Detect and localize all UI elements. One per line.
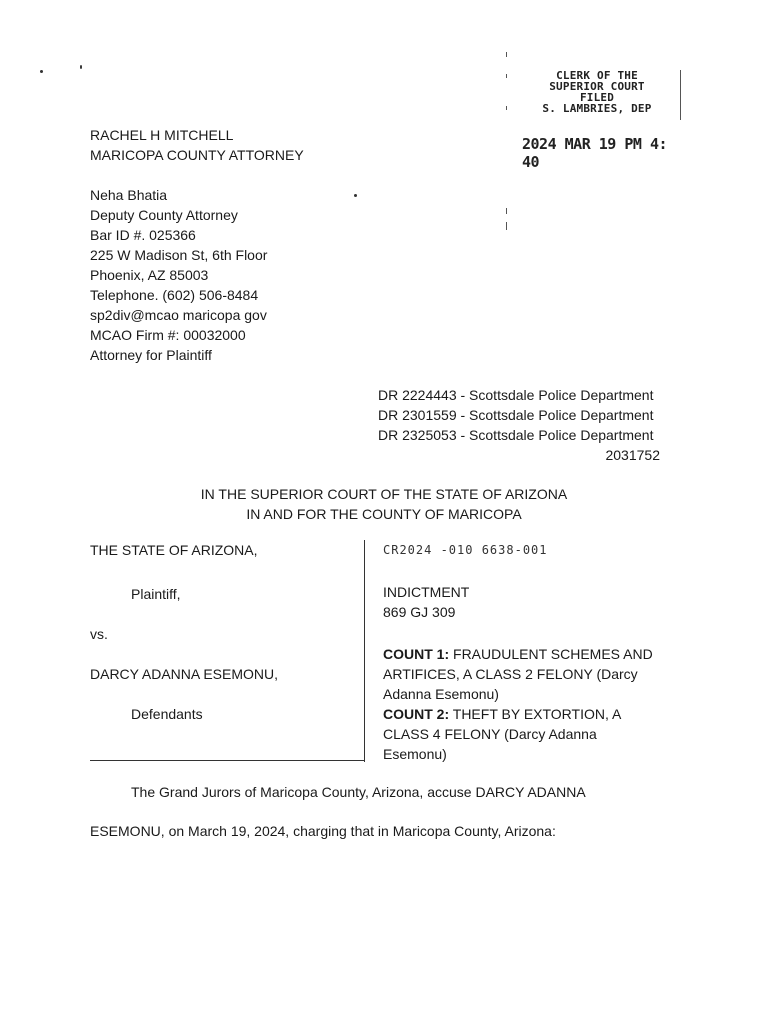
dr-number: DR 2301559 - Scottsdale Police Department (378, 407, 654, 423)
plaintiff-label: Plaintiff, (131, 586, 181, 602)
clerk-filing-stamp (538, 70, 656, 114)
court-heading (0, 484, 768, 524)
count-1-label: COUNT 1: (383, 646, 450, 662)
caption-divider-horizontal (90, 760, 365, 761)
scan-mark (506, 106, 507, 110)
dr-number: DR 2325053 - Scottsdale Police Department (378, 427, 654, 443)
stamp-line: S. LAMBRIES, DEP (542, 102, 652, 115)
scan-mark (506, 208, 507, 214)
county-attorney-office: MARICOPA COUNTY ATTORNEY (90, 147, 304, 163)
address-line-1: 225 W Madison St, 6th Floor (90, 247, 268, 263)
deputy-name: Neha Bhatia (90, 187, 168, 203)
firm-number: MCAO Firm #: 00032000 (90, 327, 246, 343)
email: sp2div@mcao maricopa gov (90, 307, 267, 323)
scan-mark (506, 52, 507, 57)
scan-speck (354, 194, 357, 197)
attorney-role: Attorney for Plaintiff (90, 347, 212, 363)
dr-number: DR 2224443 - Scottsdale Police Department (378, 387, 654, 403)
stamp-line: FILED (579, 91, 615, 104)
address-line-2: Phoenix, AZ 85003 (90, 267, 209, 283)
body-paragraph-line-2: ESEMONU, on March 19, 2024, charging that in Maricopa County, Arizona: (90, 823, 556, 839)
versus: vs. (90, 626, 108, 642)
stamp-line: CLERK OF THE (556, 69, 638, 82)
attorney-header (90, 125, 304, 165)
grand-jury-number: 869 GJ 309 (383, 604, 456, 620)
scan-mark (506, 222, 507, 230)
scan-mark (506, 74, 507, 78)
scan-speck (40, 70, 43, 73)
dr-extra-number: 2031752 (605, 447, 660, 463)
case-number: CR2024 -010 6638-001 (383, 543, 548, 557)
count-1 (383, 644, 653, 704)
dr-number-block (378, 385, 660, 465)
count-1-text: FRAUDULENT SCHEMES AND ARTIFICES, A CLASS 2 FELONY (Darcy Adanna Esemonu) (383, 646, 653, 702)
stamp-line: SUPERIOR COURT (549, 80, 645, 93)
document-type: INDICTMENT (383, 584, 470, 600)
court-line-1: IN THE SUPERIOR COURT OF THE STATE OF ARIZONA (200, 486, 568, 502)
deputy-title: Deputy County Attorney (90, 207, 238, 223)
scan-speck (80, 65, 82, 69)
county-attorney-name: RACHEL H MITCHELL (90, 127, 234, 143)
count-2 (383, 704, 653, 764)
bar-id: Bar ID #. 025366 (90, 227, 196, 243)
defendants-label: Defendants (131, 706, 203, 722)
caption-divider-vertical (364, 540, 365, 762)
scan-mark (680, 70, 681, 120)
defendant-party: DARCY ADANNA ESEMONU, (90, 666, 279, 682)
telephone: Telephone. (602) 506-8484 (90, 287, 259, 303)
count-2-text: THEFT BY EXTORTION, A CLASS 4 FELONY (Darcy Adanna Esemonu) (383, 706, 621, 762)
deputy-attorney-block (90, 185, 267, 365)
court-line-2: IN AND FOR THE COUNTY OF MARICOPA (246, 506, 522, 522)
plaintiff-party: THE STATE OF ARIZONA, (90, 542, 258, 558)
count-2-label: COUNT 2: (383, 706, 450, 722)
case-caption-parties (90, 540, 360, 724)
stamp-date: 2024 MAR 19 PM 4: 40 (522, 135, 668, 171)
case-caption-details (383, 540, 653, 764)
body-paragraph-line-1: The Grand Jurors of Maricopa County, Arizona, accuse DARCY ADANNA (131, 784, 586, 800)
